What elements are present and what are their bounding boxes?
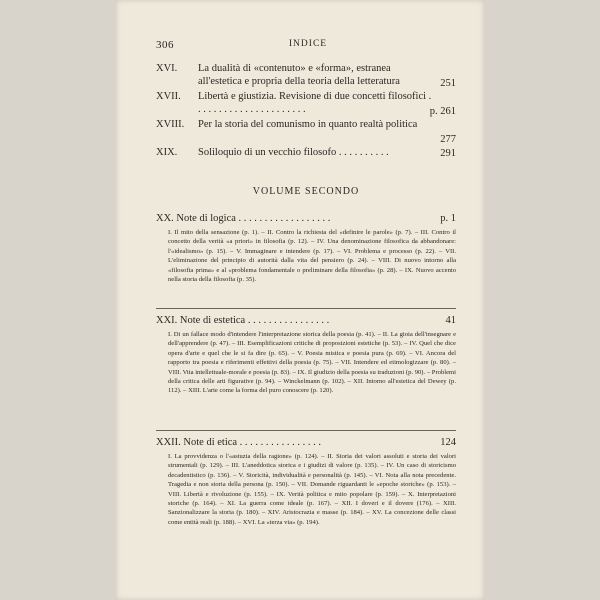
toc-volume-two: [156, 212, 456, 284]
divider: [156, 430, 456, 431]
toc-section-body: I. Di un fallace modo d'intendere l'interpretazione storica della poesia (p. 41). – II. La gioia dell'insegnare e dell'apprendere (p. 47). – III. Esemplificazioni critiche di proposizioni estetiche (p. 53). – IV. Quel che dice opera d'arte e quel che le si fa dire (p. 65). – V. Poesia mistica e poesia pura (p. 69). – VI. Ancora del rapporto tra poesia e riferimenti effettivi della poesia (p. 75). – VII. Intendere ed etimologizzare (p. 80). – VIII. Vita intellettuale-morale e poesia (p. 83). – IX. Il giudizio della poesia su traduzioni (p. 90). – Problemi della critica delle arti figurative (p. 94). – Winckelmann (p. 102). – XII. Intorno all'estetica del Dewey (p. 112). – XIII. L'arte come la forma del puro conoscere (p. 120).: [168, 331, 456, 395]
toc-entry: [156, 62, 456, 90]
toc-volume-two-b: [156, 314, 456, 396]
toc-entry: [156, 118, 456, 146]
toc-entry-number: XVIII.: [156, 119, 185, 130]
toc-entry-text: Libertà e giustizia. Revisione di due concetti filosofici . . . . . . . . . . . . . . . . . . . . . .: [198, 91, 432, 115]
toc-entry-page: 251: [440, 78, 456, 89]
book-page: [116, 0, 484, 600]
toc-entry-number: XVII.: [156, 91, 181, 102]
toc-entry-text: Soliloquio di un vecchio filosofo . . . . . . . . . .: [198, 147, 389, 158]
toc-entry: [156, 146, 456, 160]
toc-section-body: I. La provvidenza o l'«astuzia della ragione» (p. 124). – II. Storia dei valori assoluti e storia dei valori strumentali (p. 129). – III. L'aneddotica storica e i giudizi di valore (p. 135). – IV. Un caso di storicismo decadentistico (p. 136). – V. Storicità, individualità e personalità (p. 145). – VI. Nota alla nota precedente. Tragedia e non storia della persona (p. 150). – VII. Domande riguardanti le «epoche storiche» (p. 153). – VIII. Libertà e rivoluzione (p. 155). – IX. Verità politica e mito popolare (p. 159). – X. Interpretazioni storiche (p. 164). – XI. La guerra come ideale (p. 167). – XII. I doveri e il dovere (176). – XIII. Sanzionalizzare la storia (p. 180). – XIV. Aristocrazia e masse (p. 184). – XV. La concezione delle classi come entità reali (p. 188). – XVI. La «terza via» (p. 194).: [168, 453, 456, 526]
toc-section: [156, 212, 456, 284]
toc-section-head: [156, 314, 456, 327]
page-header: [156, 39, 460, 53]
toc-section-head: [156, 436, 456, 449]
divider: [156, 308, 456, 309]
volume-title: VOLUME SECONDO: [252, 186, 360, 197]
toc-entry-number: XIX.: [156, 147, 178, 158]
toc-section-head: [156, 212, 456, 225]
toc-entry-text: Per la storia del comunismo in quanto realtà politica: [198, 119, 418, 130]
toc-section: [156, 314, 456, 396]
toc-entry-text: La dualità di «contenuto» e «forma», estranea all'estetica e propria della teoria della letteratura: [198, 63, 400, 87]
toc-section-title: XXI. Note di estetica . . . . . . . . . . . . . . . .: [156, 315, 330, 326]
toc-section-title: XX. Note di logica . . . . . . . . . . . . . . . . . .: [156, 213, 331, 224]
page-number: 306: [156, 39, 174, 51]
toc-entry: [156, 90, 456, 118]
toc-section-page: p. 1: [440, 213, 456, 224]
toc-entry-page: 291: [440, 148, 456, 159]
toc-entry-page: p. 261: [429, 106, 456, 117]
toc-section-page: 124: [440, 437, 456, 448]
toc-section-body: I. Il mito della sensazione (p. 1). – II. Contro la richiesta del «definire le parole» (p. 7). – III. Contro il concetto della verità «a priori» in filosofia (p. 12). – IV. Una denominazione filosofica da abbandonare: l'«idealismo» (p. 15). – V. Immaginare e intendere (p. 17). – VI. Problema e processo (p. 22). – VII. L'eliminazione del principio di autorità dalla vita del pensiero (p. 24). – VIII. Di nuovo intorno alla «filosofia prima» e al «problema fondamentale o preliminare della filosofia» (p. 28). – IX. Nuovo accento nella storia della filosofia (p. 35).: [168, 229, 456, 284]
running-title: INDICE: [288, 39, 328, 49]
toc-section-title: XXII. Note di etica . . . . . . . . . . . . . . . .: [156, 437, 322, 448]
toc-volume-two-c: [156, 436, 456, 527]
toc-top-list: [156, 62, 456, 160]
toc-entry-page: 277: [440, 134, 456, 145]
toc-section-page: 41: [445, 315, 456, 326]
toc-section: [156, 436, 456, 527]
toc-entry-number: XVI.: [156, 63, 178, 74]
